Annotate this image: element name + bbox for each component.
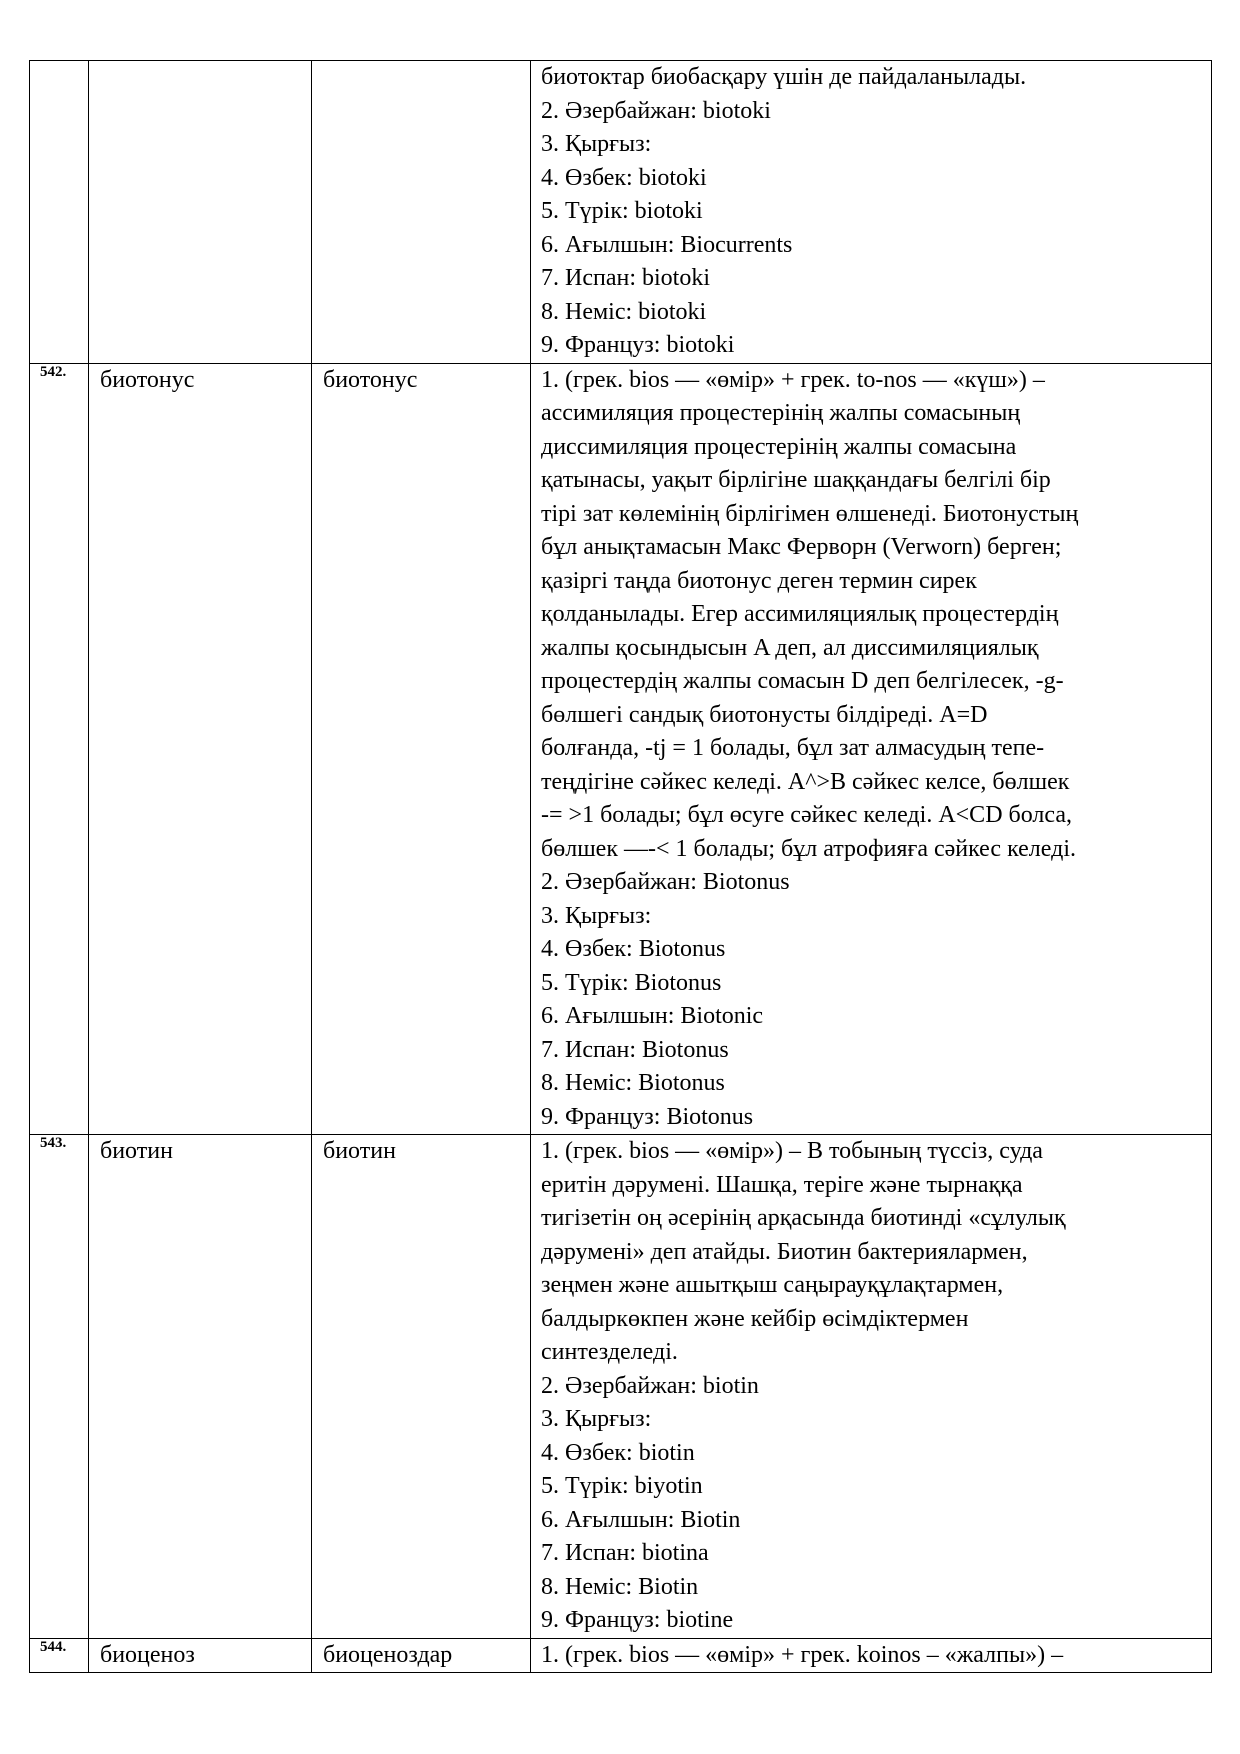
entry-definition (531, 61, 1212, 364)
entry-term (89, 61, 312, 364)
definition-line: 6. Ағылшын: Biotin (541, 1506, 741, 1533)
definition-line: -= >1 болады; бұл өсуге сәйкес келеді. A<CD болса, (541, 802, 1072, 828)
definition-line: теңдігіне сәйкес келеді. A^>B сәйкес келсе, бөлшек (541, 768, 1070, 795)
entry-number: 542. (30, 363, 89, 1135)
definition-line: балдыркөкпен және кейбір өсімдіктермен (541, 1305, 969, 1332)
table-row (30, 1135, 1212, 1639)
definition-line: 1. (грек. bios — «өмір») – В тобының түссіз, суда (541, 1138, 1043, 1164)
definition-line: дәрумені» деп атайды. Биотин бактериялармен, (541, 1238, 1028, 1265)
definition-line: биотоктар биобасқару үшін де пайдаланылады. (541, 64, 1027, 90)
definition-line: 2. Әзербайжан: biotoki (541, 97, 771, 124)
definition-line: 8. Неміс: Biotonus (541, 1070, 725, 1096)
definition-line: 9. Француз: biotoki (541, 332, 735, 358)
definition-line: бөлшегі сандық биотонусты білдіреді. A=D (541, 701, 988, 728)
definition-line: ассимиляция процестерінің жалпы сомасының (541, 400, 1021, 426)
entry-term: биоценоз (89, 1638, 312, 1673)
definition-line: 8. Неміс: biotoki (541, 298, 707, 325)
definition-line: 3. Қырғыз: (541, 902, 652, 929)
definition-line: жалпы қосындысын A деп, ал диссимиляциялық (541, 634, 1039, 661)
entry-term: биотонус (89, 363, 312, 1135)
dictionary-body (30, 61, 1212, 1673)
definition-line: тірі зат көлемінің бірлігімен өлшенеді. Биотонустың (541, 500, 1079, 527)
definition-line: 1. (грек. bios — «өмір» + грек. to-nos — «күш») – (541, 366, 1045, 393)
definition-line: қолданылады. Егер ассимиляциялық процестердің (541, 601, 1059, 627)
entry-number: 544. (30, 1638, 89, 1673)
definition-line: 3. Қырғыз: (541, 131, 652, 157)
definition-line: 7. Испан: Biotonus (541, 1036, 729, 1063)
dictionary-table (29, 60, 1212, 1673)
definition-line: 4. Өзбек: Biotonus (541, 936, 726, 962)
definition-line: еритін дәрумені. Шашқа, теріге және тырнаққа (541, 1171, 1023, 1198)
definition-line: бөлшек —-< 1 болады; бұл атрофияға сәйкес келеді. (541, 835, 1076, 862)
definition-line: бұл анықтамасын Макс Ферворн (Verworn) берген; (541, 534, 1062, 560)
definition-line: 8. Неміс: Biotin (541, 1573, 699, 1600)
definition-line: 5. Түрік: biyotin (541, 1473, 703, 1499)
definition-line: 7. Испан: biotoki (541, 265, 710, 291)
definition-line: 4. Өзбек: biotoki (541, 164, 707, 191)
entry-definition (531, 363, 1212, 1135)
definition-line: 9. Француз: biotine (541, 1607, 734, 1633)
entry-definition (531, 1135, 1212, 1639)
definition-line: 4. Өзбек: biotin (541, 1439, 695, 1466)
definition-line: 2. Әзербайжан: biotin (541, 1372, 759, 1399)
entry-term: биотин (89, 1135, 312, 1639)
definition-line: 6. Ағылшын: Biotonic (541, 1003, 764, 1029)
definition-line: зеңмен және ашытқыш саңырауқұлақтармен, (541, 1272, 1004, 1298)
entry-number (30, 61, 89, 364)
definition-line: 6. Ағылшын: Biocurrents (541, 231, 793, 258)
definition-line: диссимиляция процестерінің жалпы сомасына (541, 433, 1017, 460)
table-row (30, 363, 1212, 1135)
entry-definition (531, 1638, 1212, 1673)
definition-line: 7. Испан: biotina (541, 1540, 709, 1566)
definition-line: қатынасы, уақыт бірлігіне шаққандағы белгілі бір (541, 467, 1051, 493)
entry-plural: биоценоздар (312, 1638, 531, 1673)
definition-line: процестердің жалпы сомасын D деп белгілесек, -g- (541, 668, 1064, 694)
table-row (30, 1638, 1212, 1673)
definition-line: тигізетін оң әсерінің арқасында биотинді «сұлулық (541, 1205, 1066, 1231)
definition-line: 5. Түрік: Biotonus (541, 969, 722, 996)
definition-line: қазіргі таңда биотонус деген термин сирек (541, 567, 977, 594)
definition-line: 9. Француз: Biotonus (541, 1103, 754, 1130)
definition-line: 1. (грек. bios — «өмір» + грек. koinos – «жалпы») – (541, 1641, 1064, 1668)
definition-line: синтезделеді. (541, 1339, 678, 1365)
definition-line: болғанда, -tj = 1 болады, бұл зат алмасудың тепе- (541, 735, 1045, 761)
entry-number: 543. (30, 1135, 89, 1639)
definition-line: 3. Қырғыз: (541, 1406, 652, 1432)
table-row (30, 61, 1212, 364)
entry-plural: биотин (312, 1135, 531, 1639)
definition-line: 2. Әзербайжан: Biotonus (541, 869, 790, 895)
entry-plural (312, 61, 531, 364)
definition-line: 5. Түрік: biotoki (541, 198, 703, 224)
entry-plural: биотонус (312, 363, 531, 1135)
